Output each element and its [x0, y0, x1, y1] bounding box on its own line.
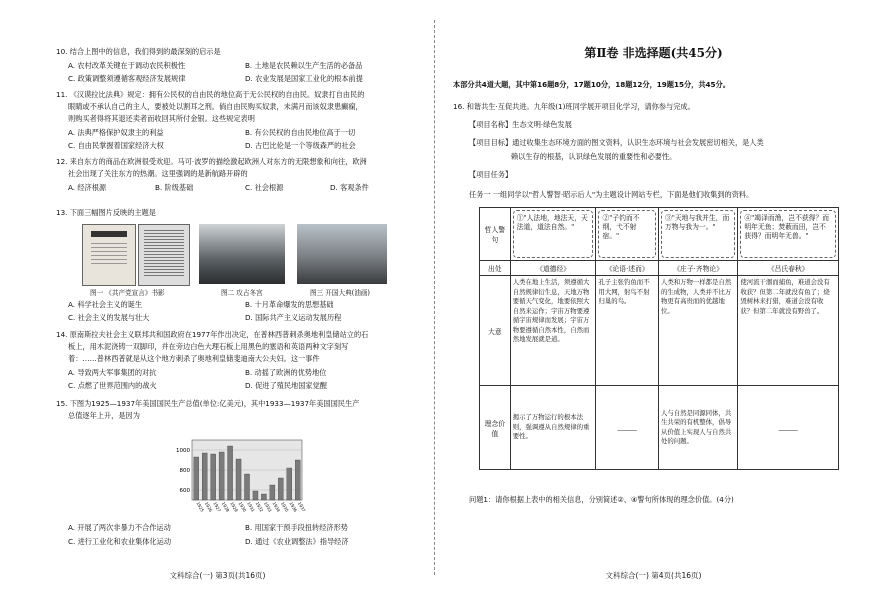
- meaning-1: 人类在地上生活，须遵循大自然规律衍生息，天地万物要循天气变化，地要依照大自然来运作；宇宙万物要遵循宇宙规律而发展；宇宙万物要遵循自然本性，自然而然地发展就是道。: [512, 278, 590, 343]
- x-tick-label: 1936: [288, 501, 299, 513]
- meaning-4: 使河流干涸而捕鱼，难道会没有收获？但第二年就没有鱼了；烧毁树林来打猎，难道会没有收获？但第二年就没有野兽了。: [740, 278, 830, 315]
- q15-stem-line2: 总值逐年上升，是因为: [68, 411, 140, 420]
- q14-option-b: B. 动摇了欧洲的优势地位: [245, 368, 327, 377]
- q15-stem-line1: 15. 下图为1925—1937年美国国民生产总值(单位:亿美元)，其中1933—1937年美国国民生产: [56, 399, 360, 408]
- q11-stem-line3: 则购买者得将其退还卖者而收回其所付金银。这些规定表明: [68, 114, 255, 123]
- q12-option-c: C. 社会根源: [245, 183, 284, 192]
- q10-option-c: C. 政策调整须遵循客观经济发展规律: [68, 74, 186, 83]
- q12-stem-line2: 社会出现了关注东方的热潮。这里强调的是新航路开辟的: [68, 169, 248, 178]
- bar-1925: [194, 457, 199, 500]
- bar-1929: [228, 446, 233, 500]
- caption-fig3: 图三 开国大典(油画): [310, 289, 370, 297]
- q10-option-a: A. 农村改革关键在于调动农民积极性: [68, 61, 186, 70]
- bar-1931: [244, 474, 249, 500]
- quote-2: ②"子钓而不纲，弋不射宿。": [598, 210, 655, 258]
- q14-stem-line3: 着：……普林西普就是从这个地方刺杀了奥地利皇储斐迪南大公夫妇。这一事件: [68, 354, 320, 363]
- quote-4: ④"竭泽而渔，岂不获得？而明年无鱼；焚薮而田，岂不获得？而明年无兽。": [740, 210, 836, 258]
- left-footer: 文科综合(一) 第3页(共16页): [169, 571, 266, 580]
- x-tick-label: 1931: [246, 501, 256, 513]
- source-4: 《吕氏春秋》: [738, 261, 839, 276]
- gnp-bar-chart: [172, 436, 307, 524]
- q11-option-a: A. 法典严格保护奴隶主的利益: [68, 128, 164, 137]
- q11-option-c: C. 自由民掌握着国家经济大权: [68, 141, 164, 150]
- q12-stem-line1: 12. 来自东方的商品在欧洲很受欢迎。马可·波罗的描绘激起欧洲人对东方的无限想象和向往，欧洲: [56, 157, 367, 166]
- q11-stem-line1: 11. 《汉谟拉比法典》规定：拥有公民权的自由民的地位高于无公民权的自由民。奴隶打自由民的: [56, 90, 365, 99]
- section-intro: 本部分共4道大题，其中第16题8分，17题10分，18题12分，19题15分，共45分。: [453, 80, 730, 89]
- right-page: [437, 0, 870, 595]
- q14-option-c: C. 点燃了世界范围内的战火: [68, 381, 157, 390]
- x-tick-label: 1927: [212, 501, 222, 513]
- manifesto-book-image: [82, 224, 136, 286]
- row-label-meaning: 大意: [480, 276, 511, 386]
- bar-1928: [219, 452, 224, 500]
- value-3: 人与自然是同源同体，共生共荣的有机整体，倡导从价值上实现人与自然共处的问题。: [660, 408, 732, 445]
- x-tick-label: 1937: [296, 501, 307, 513]
- q11-option-b: B. 有公民权的自由民地位高于一切: [245, 128, 356, 137]
- q15-option-d: D. 通过《农业调整法》指导经济: [245, 537, 349, 546]
- caption-fig2: 图二 攻占冬宫: [221, 289, 263, 297]
- question-1: 问题1：请你根据上表中的相关信息，分别简述②、④警句所体现的理念价值。(4分): [469, 495, 734, 504]
- bar-1937: [295, 460, 300, 500]
- q13-option-b: B. 十月革命爆发的思想基础: [245, 300, 334, 309]
- project-goal-line2: 赖以生存的根基，认识绿色发展的重要性和必要性。: [511, 152, 677, 161]
- q14-option-a: A. 导致两大军事集团的对抗: [68, 368, 157, 377]
- bar-1927: [211, 454, 216, 500]
- row-label-value: 理念价值: [480, 386, 511, 470]
- x-tick-label: 1930: [237, 501, 248, 513]
- q10-stem: 10. 结合上图中的信息，我们得到的最深刻的启示是: [56, 47, 221, 56]
- source-1: 《道德经》: [510, 261, 596, 276]
- q14-option-d: D. 促进了殖民地国家觉醒: [245, 381, 327, 390]
- bar-1926: [202, 453, 207, 500]
- manuscript-image: [138, 224, 190, 286]
- q14-stem-line2: 板上，用木泥浇铸一双脚印，并在旁边白色大理石板上用黑色的塞语和英语两种文字刻写: [68, 342, 349, 351]
- q15-option-b: B. 用国家干预手段扭转经济形势: [245, 523, 348, 532]
- q12-option-d: D. 客观条件: [330, 183, 369, 192]
- project-name: 【项目名称】生态文明·绿色发展: [469, 120, 572, 129]
- source-3: 《庄子·齐物论》: [658, 261, 737, 276]
- x-tick-label: 1935: [279, 501, 290, 513]
- meaning-3: 人类和万物一样都是自然的生成物，人类并不比万物更有高贵而的优越地位。: [660, 278, 732, 315]
- bar-1930: [236, 459, 241, 500]
- q14-stem-line1: 14. 原南斯拉夫社会主义联邦共和国政府在1977年作出决定，在普林西普刺杀奥地利皇储站立的石: [56, 330, 369, 339]
- x-tick-label: 1926: [203, 501, 214, 513]
- q10-option-b: B. 土地是农民赖以生产生活的必备品: [245, 61, 363, 70]
- quote-1: ①"人法地，地法天，天法道，道法自然。": [513, 210, 594, 258]
- q13-option-c: C. 社会主义的发展与壮大: [68, 313, 150, 322]
- q12-option-b: B. 阶级基础: [155, 183, 194, 192]
- project-task-heading: 【项目任务】: [469, 170, 513, 179]
- right-footer: 文科综合(一) 第4页(共16页): [605, 571, 702, 580]
- q11-option-d: D. 古巴比伦是一个等级森严的社会: [245, 141, 356, 150]
- y-tick-label: 600: [179, 488, 190, 494]
- q13-stem: 13. 下面三幅图片反映的主题是: [56, 208, 156, 217]
- page-divider: [434, 20, 435, 575]
- q10-option-d: D. 农业发展是国家工业化的根本前提: [245, 74, 363, 83]
- row-label-source: 出处: [480, 261, 511, 276]
- winter-palace-image: [199, 224, 285, 284]
- bar-1935: [278, 478, 283, 500]
- caption-fig1: 图一 《共产党宣言》书影: [90, 289, 165, 297]
- q16-stem: 16. 和谐共生·互促共进。九年级(1)班同学展开项目化学习，请你参与完成。: [453, 102, 695, 111]
- source-2: 《论语·述而》: [596, 261, 658, 276]
- y-tick-label: 1000: [176, 448, 190, 454]
- x-tick-label: 1932: [254, 501, 265, 513]
- section-title: 第Ⅱ卷 非选择题(共45分): [584, 46, 723, 60]
- q12-option-a: A. 经济根源: [68, 183, 107, 192]
- quote-3: ③"天地与我并生，而万物与我为一。": [661, 210, 735, 258]
- value-1: 揭示了万物运行的根本法则，强调遵从自然规律的重要性。: [512, 413, 590, 441]
- x-tick-label: 1934: [271, 501, 282, 513]
- q11-stem-line2: 眼睛或不承认自己的主人，要被处以割耳之刑。倘自由民购买奴隶，未满月而该奴隶患癫痫，: [68, 102, 363, 111]
- meaning-2: 孔子主张钓鱼而不用大网，射鸟不射归巢的鸟。: [598, 278, 650, 305]
- philosophy-table: [479, 207, 839, 470]
- bar-1934: [270, 485, 275, 500]
- x-tick-label: 1933: [263, 501, 273, 513]
- x-tick-label: 1928: [220, 501, 231, 513]
- project-goal-line1: 【项目目标】通过收集生态环境方面的图文资料，认识生态环境与社会发展密切相关，是人类: [469, 138, 764, 147]
- row-label-quotes: 哲人警句: [480, 208, 511, 261]
- q13-option-d: D. 国际共产主义运动发展历程: [245, 313, 342, 322]
- bar-1933: [261, 494, 266, 500]
- x-tick-label: 1925: [195, 501, 206, 513]
- bar-1936: [287, 468, 292, 500]
- value-4-blank[interactable]: ______: [778, 422, 798, 431]
- founding-ceremony-image: [297, 224, 387, 284]
- task1-description: 任务一 一组同学以"哲人警智·昭示后人"为主题设计网站专栏，下面是他们收集到的资料。: [469, 190, 754, 199]
- q15-option-a: A. 开展了两次非暴力不合作运动: [68, 523, 171, 532]
- y-tick-label: 800: [179, 468, 190, 474]
- x-tick-label: 1929: [229, 501, 239, 513]
- q15-option-c: C. 进行工业化和农业集体化运动: [68, 537, 172, 546]
- q13-option-a: A. 科学社会主义的诞生: [68, 300, 143, 309]
- bar-1932: [253, 491, 258, 500]
- value-2-blank[interactable]: ______: [617, 422, 637, 431]
